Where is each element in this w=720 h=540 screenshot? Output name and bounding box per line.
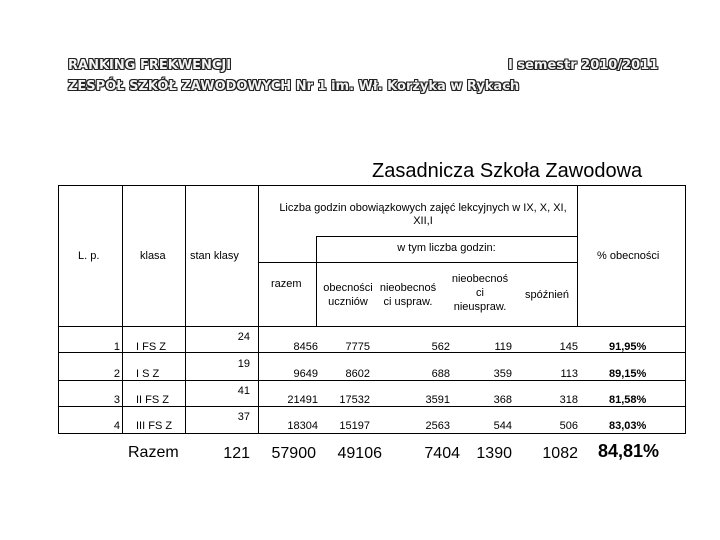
row-spoznienia: 506 [559, 420, 578, 432]
row-nieuspraw: 368 [493, 394, 512, 406]
row-obecnosci: 17532 [339, 394, 370, 406]
header-obecnosci-line1: obecności [323, 282, 373, 294]
row-lp: 3 [113, 394, 120, 406]
header-procent-obecnosci: % obecności [597, 250, 660, 262]
semester-label: I semestr 2010/2011 [508, 58, 659, 73]
header-nieob-nieuspraw-line1: nieobecnoś [451, 273, 509, 285]
row-spoznienia: 145 [559, 341, 578, 353]
header-nieob-uspraw-line1: nieobecnoś [379, 282, 437, 294]
table-border-right [685, 185, 686, 433]
total-label: Razem [128, 444, 179, 461]
header-w-tym: w tym liczba godzin: [397, 242, 496, 254]
row-procent: 91,95% [609, 341, 647, 353]
row-procent: 81,58% [609, 394, 647, 406]
row-razem: 8456 [293, 341, 318, 353]
row-spoznienia: 318 [559, 394, 578, 406]
header-spoznienia: spóźnień [524, 289, 570, 301]
row-nieuspraw: 359 [493, 368, 512, 380]
table-rule-header-bottom [58, 326, 686, 327]
row-razem: 18304 [287, 420, 318, 432]
header-liczba-godzin-line1: Liczba godzin obowiązkowych zajęć lekcyjnych w IX, X, XI, [279, 202, 567, 214]
total-stan: 121 [223, 445, 250, 462]
table-rule-row4 [58, 433, 686, 434]
row-stan: 41 [237, 385, 250, 397]
header-nieob-uspraw-line2: ci uspraw. [383, 296, 433, 308]
row-nieuspraw: 544 [493, 420, 512, 432]
header-nieob-nieuspraw-line2: ci [476, 287, 484, 299]
row-uspraw: 2563 [425, 420, 450, 432]
row-lp: 2 [113, 368, 120, 380]
total-uspraw: 7404 [424, 445, 460, 462]
header-lp: L. p. [78, 250, 100, 262]
total-spoznienia: 1082 [542, 445, 578, 462]
row-procent: 83,03% [609, 420, 647, 432]
row-klasa: I FS Z [136, 341, 166, 353]
table-border-top [58, 185, 686, 186]
total-obecnosci: 49106 [337, 445, 382, 462]
row-uspraw: 562 [431, 341, 450, 353]
row-lp: 4 [113, 420, 120, 432]
row-klasa: II FS Z [136, 394, 169, 406]
row-nieuspraw: 119 [494, 341, 512, 353]
row-lp: 1 [113, 341, 120, 353]
row-klasa: I S Z [136, 368, 160, 380]
row-stan: 24 [237, 331, 250, 343]
row-obecnosci: 15197 [339, 420, 370, 432]
total-procent: 84,81% [598, 441, 660, 461]
header-liczba-godzin-line2: XII,I [413, 215, 433, 227]
row-spoznienia: 113 [560, 368, 578, 380]
row-razem: 9649 [293, 368, 318, 380]
row-obecnosci: 7775 [345, 341, 370, 353]
table-col-rule-1 [122, 185, 123, 433]
school-name: ZESPÓŁ SZKÓŁ ZAWODOWYCH Nr 1 im. Wł. Korżyka w Rykach [68, 79, 520, 94]
row-klasa: III FS Z [136, 420, 173, 432]
table-rule-wtym [316, 236, 577, 237]
row-razem: 21491 [287, 394, 318, 406]
header-klasa: klasa [140, 250, 166, 262]
total-nieuspraw: 1390 [476, 445, 512, 462]
row-stan: 19 [237, 358, 250, 370]
row-obecnosci: 8602 [345, 368, 370, 380]
header-obecnosci-line2: uczniów [328, 296, 368, 308]
table-border-left [58, 185, 59, 433]
header-razem: razem [271, 278, 302, 290]
total-razem: 57900 [271, 445, 316, 462]
header-nieob-nieuspraw-line3: nieuspraw. [453, 301, 507, 313]
row-stan: 37 [237, 411, 250, 423]
row-uspraw: 3591 [425, 394, 450, 406]
row-procent: 89,15% [609, 368, 647, 380]
table-rule-sub [258, 262, 577, 263]
report-title: RANKING FREKWENCJI [68, 58, 232, 73]
table-col-rule-2 [185, 185, 186, 433]
school-type-title: Zasadnicza Szkoła Zawodowa [372, 160, 643, 182]
header-stan-klasy: stan klasy [190, 250, 239, 262]
row-uspraw: 688 [431, 368, 450, 380]
